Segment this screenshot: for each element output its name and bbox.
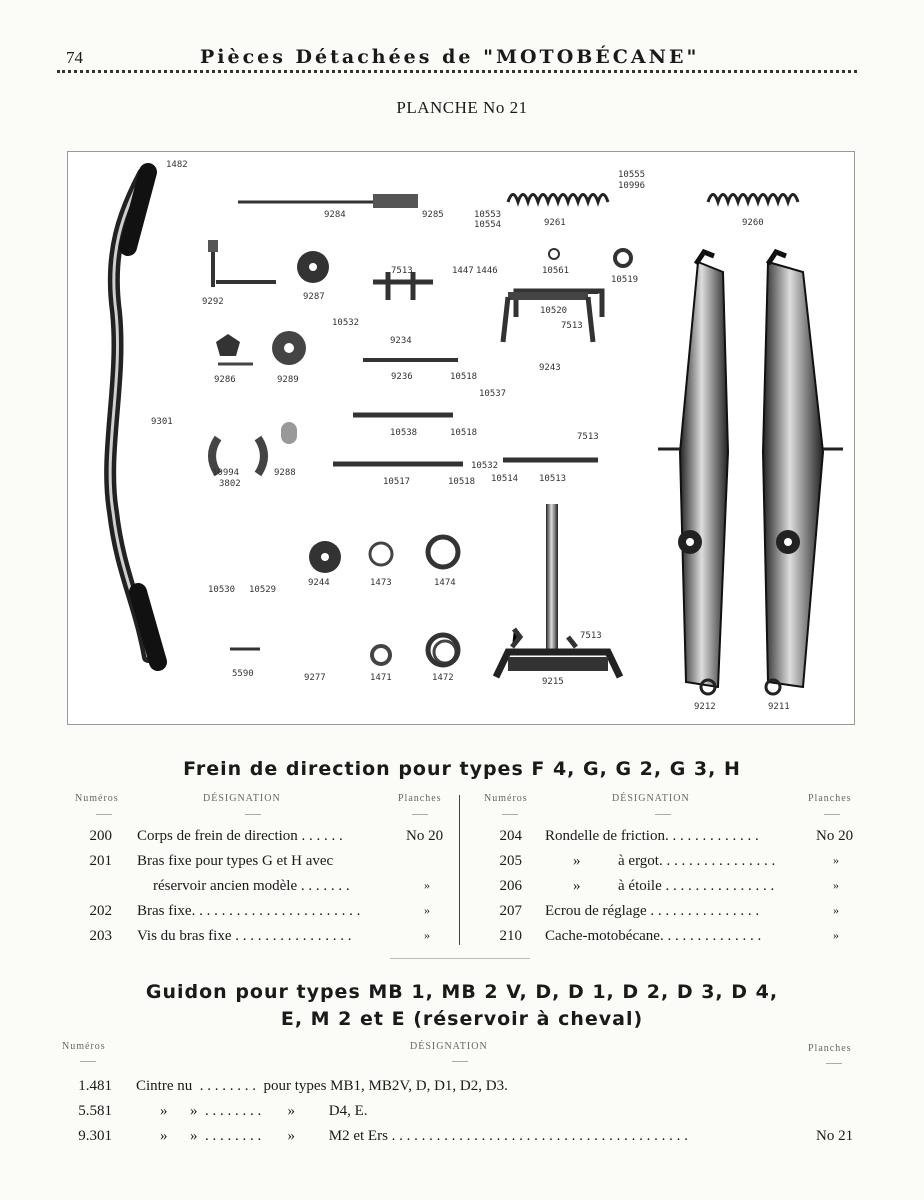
section-title-guidon: Guidon pour types MB 1, MB 2 V, D, D 1, D 2, D 3, D 4, — [145, 981, 779, 1003]
part-label: 1482 — [166, 160, 188, 170]
part-number: 202 — [89, 903, 112, 919]
part-label: 9286 — [214, 375, 236, 385]
part-label: 9244 — [308, 578, 330, 588]
part-label: 9288 — [274, 468, 296, 478]
part-label: 1471 — [370, 673, 392, 683]
part-label: 9292 — [202, 297, 224, 307]
plate-title: PLANCHE No 21 — [396, 98, 528, 117]
part-label: 10513 — [539, 474, 567, 484]
section-separator — [390, 958, 530, 959]
col-header-numeros: Numéros — [484, 793, 528, 804]
part-label: 7513 — [391, 266, 413, 276]
part-number: 200 — [89, 828, 112, 844]
part-number: 9.301 — [78, 1128, 112, 1144]
part-label: 10518 — [450, 428, 478, 438]
header-dotted-rule — [57, 70, 857, 73]
part-description: Bras fixe pour types G et H avec — [137, 853, 334, 869]
part-label: 10537 — [479, 389, 507, 399]
part-label: 10553 — [474, 210, 502, 220]
part-number: 204 — [499, 828, 522, 844]
col-header-numeros: Numéros — [75, 793, 119, 804]
part-label: 10518 — [448, 477, 476, 487]
part-description: réservoir ancien modèle . . . . . . . — [153, 878, 350, 894]
col-header-designation: DÉSIGNATION — [410, 1041, 488, 1052]
part-planche: » — [833, 878, 839, 892]
part-label: 1473 — [370, 578, 392, 588]
col-header-planches: Planches — [808, 1043, 852, 1054]
part-planche: No 20 — [816, 828, 854, 844]
part-label: 10530 — [208, 585, 236, 595]
part-planche: » — [833, 928, 839, 942]
header-dash — [502, 814, 518, 815]
part-label: 1474 — [434, 578, 456, 588]
col-header-designation: DÉSIGNATION — [612, 793, 690, 804]
part-number: 206 — [499, 878, 522, 894]
part-label: 9301 — [151, 417, 173, 427]
part-description: Cintre nu . . . . . . . . pour types MB1, MB2V, D, D1, D2, D3. — [136, 1078, 508, 1094]
part-label: 10520 — [540, 306, 568, 316]
part-label: 7513 — [561, 321, 583, 331]
part-number: 203 — [89, 928, 112, 944]
part-label: 9243 — [539, 363, 561, 373]
part-description: Cache-motobécane. . . . . . . . . . . . . . — [545, 928, 762, 944]
part-label: 9234 — [390, 336, 412, 346]
part-label: 10514 — [491, 474, 519, 484]
part-description: Vis du bras fixe . . . . . . . . . . . . . . . . — [137, 928, 352, 944]
part-number: 5.581 — [78, 1103, 112, 1119]
part-planche: » — [424, 928, 430, 942]
part-label: 9260 — [742, 218, 764, 228]
part-number: 201 — [89, 853, 112, 869]
col-header-numeros: Numéros — [62, 1041, 106, 1052]
part-label: 9211 — [768, 702, 790, 712]
col-header-designation: DÉSIGNATION — [203, 793, 281, 804]
part-planche: » — [424, 903, 430, 917]
column-divider — [459, 795, 460, 945]
part-label: 7513 — [577, 432, 599, 442]
part-description: » » . . . . . . . . » M2 et Ers . . . . . . . . . . . . . . . . . . . . . . . . . . . . . . . . . . . . . . . . — [160, 1128, 688, 1144]
part-label: 1446 — [476, 266, 498, 276]
part-label: 10529 — [249, 585, 277, 595]
part-description: Ecrou de réglage . . . . . . . . . . . . . . . — [545, 903, 760, 919]
header-dash — [80, 1061, 96, 1062]
section-title-frein: Frein de direction pour types F 4, G, G 2, G 3, H — [183, 758, 741, 780]
part-label: 10554 — [474, 220, 502, 230]
section-title-guidon-line2: E, M 2 et E (réservoir à cheval) — [280, 1008, 644, 1030]
part-label: 10538 — [390, 428, 418, 438]
part-planche: » — [833, 853, 839, 867]
part-number: 210 — [499, 928, 522, 944]
part-label: 10994 — [212, 468, 240, 478]
part-planche: No 21 — [816, 1128, 854, 1144]
part-label: 5590 — [232, 669, 254, 679]
part-planche: » — [424, 878, 430, 892]
header-dash — [655, 814, 671, 815]
part-description: Corps de frein de direction . . . . . . — [137, 828, 343, 844]
part-planche: No 20 — [406, 828, 444, 844]
parts-illustration — [68, 152, 854, 724]
part-label: 10517 — [383, 477, 411, 487]
part-label: 9215 — [542, 677, 564, 687]
header-dash — [824, 814, 840, 815]
part-label: 1447 — [452, 266, 474, 276]
part-label: 10519 — [611, 275, 639, 285]
header-dash — [245, 814, 261, 815]
part-label: 10561 — [542, 266, 570, 276]
part-number: 205 — [499, 853, 522, 869]
col-header-planches: Planches — [398, 793, 442, 804]
part-label: 3802 — [219, 479, 241, 489]
part-number: 207 — [499, 903, 522, 919]
part-label: 10532 — [332, 318, 360, 328]
header-dash — [826, 1063, 842, 1064]
part-label: 9285 — [422, 210, 444, 220]
header-dash — [452, 1061, 468, 1062]
part-label: 9277 — [304, 673, 326, 683]
part-label: 10532 — [471, 461, 499, 471]
part-planche: » — [833, 903, 839, 917]
running-header: Pièces Détachées de "MOTOBÉCANE" — [200, 46, 700, 68]
parts-photo-plate — [67, 151, 855, 725]
part-label: 1472 — [432, 673, 454, 683]
header-dash — [96, 814, 112, 815]
col-header-planches: Planches — [808, 793, 852, 804]
part-label: 10555 — [618, 170, 646, 180]
part-description: Bras fixe. . . . . . . . . . . . . . . . . . . . . . . — [137, 903, 361, 919]
part-label: 9261 — [544, 218, 566, 228]
part-description: Rondelle de friction. . . . . . . . . . . . . — [545, 828, 759, 844]
part-description: » à étoile . . . . . . . . . . . . . . . — [573, 878, 775, 894]
part-description: » à ergot. . . . . . . . . . . . . . . . — [573, 853, 776, 869]
part-label: 9284 — [324, 210, 346, 220]
part-number: 1.481 — [78, 1078, 112, 1094]
part-label: 9212 — [694, 702, 716, 712]
part-label: 10996 — [618, 181, 646, 191]
part-label: 9289 — [277, 375, 299, 385]
part-label: 10518 — [450, 372, 478, 382]
header-dash — [412, 814, 428, 815]
page-number: 74 — [66, 48, 83, 67]
part-label: 9287 — [303, 292, 325, 302]
part-label: 7513 — [580, 631, 602, 641]
part-label: 9236 — [391, 372, 413, 382]
part-description: » » . . . . . . . . » D4, E. — [160, 1103, 368, 1119]
